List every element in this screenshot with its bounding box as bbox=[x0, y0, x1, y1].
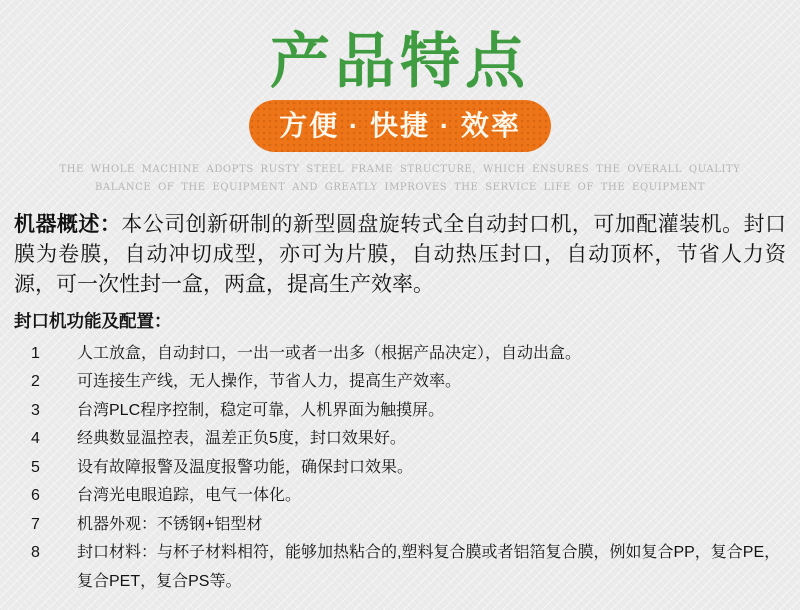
overview-text: 本公司创新研制的新型圆盘旋转式全自动封口机，可加配灌装机。封口膜为卷膜，自动冲切成型，亦可为片膜，自动热压封口，自动顶杯，节省人力资源，可一次性封一盒，两盒，提高生产效率。 bbox=[14, 211, 787, 296]
feature-text: 设有故障报警及温度报警功能，确保封口效果。 bbox=[77, 458, 414, 476]
english-caption-line1: THE WHOLE MACHINE ADOPTS RUSTY STEEL FRAME STRUCTURE, WHICH ENSURES THE OVERALL QUALITY bbox=[59, 163, 741, 175]
feature-item bbox=[14, 368, 786, 397]
feature-number: 1 bbox=[31, 344, 40, 362]
feature-text: 台湾光电眼追踪，电气一体化。 bbox=[77, 487, 302, 505]
feature-text: 人工放盒，自动封口，一出一或者一出多（根据产品决定），自动出盒。 bbox=[77, 344, 582, 362]
features-heading: 封口机功能及配置： bbox=[14, 310, 172, 331]
machine-overview-paragraph bbox=[14, 209, 786, 299]
feature-item bbox=[14, 482, 786, 511]
feature-number: 8 bbox=[31, 544, 40, 562]
feature-text: 封口材料：与杯子材料相符，能够加热粘合的,塑料复合膜或者铝箔复合膜，例如复合PP，复合PE，复合PET，复合PS等。 bbox=[77, 544, 781, 590]
overview-label: 机器概述： bbox=[14, 211, 122, 236]
feature-item bbox=[14, 454, 786, 483]
page-title: 产品特点 bbox=[270, 28, 530, 95]
feature-number: 2 bbox=[31, 373, 40, 391]
feature-text: 台湾PLC程序控制，稳定可靠，人机界面为触摸屏。 bbox=[77, 401, 445, 419]
feature-text: 机器外观：不锈钢+铝型材 bbox=[77, 515, 263, 533]
feature-number: 6 bbox=[31, 487, 40, 505]
english-caption-line2: BALANCE OF THE EQUIPMENT AND GREATLY IMPROVES THE SERVICE LIFE OF THE EQUIPMENT bbox=[94, 182, 706, 194]
feature-text: 经典数显温控表，温差正负5度，封口效果好。 bbox=[77, 430, 406, 448]
hero-section bbox=[0, 0, 800, 198]
feature-item bbox=[14, 539, 786, 596]
english-caption bbox=[0, 161, 800, 198]
feature-number: 4 bbox=[31, 430, 40, 448]
slogan-banner: 方便 · 快捷 · 效率 bbox=[249, 100, 551, 152]
feature-item bbox=[14, 511, 786, 540]
feature-item bbox=[14, 340, 786, 369]
feature-item bbox=[14, 425, 786, 454]
feature-number: 5 bbox=[31, 458, 40, 476]
feature-number: 3 bbox=[31, 401, 40, 419]
features-section bbox=[14, 308, 786, 597]
feature-item bbox=[14, 397, 786, 426]
feature-text: 可连接生产线，无人操作，节省人力，提高生产效率。 bbox=[77, 373, 462, 391]
feature-number: 7 bbox=[31, 515, 40, 533]
